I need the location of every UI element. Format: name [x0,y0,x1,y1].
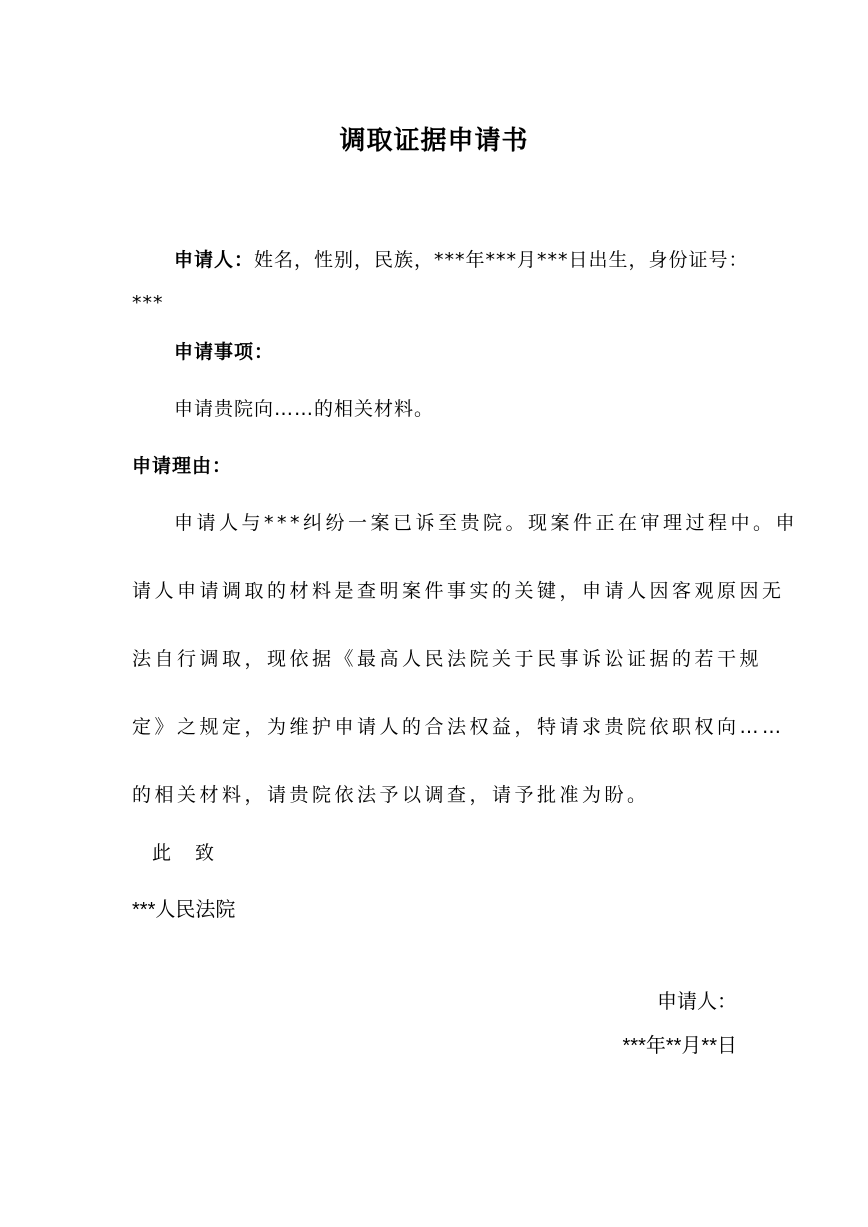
signature-label: 申请人： [657,991,737,1013]
applicant-id-number: *** [132,292,164,314]
closing-salutation [152,838,214,865]
signature-date: ***年**月**日 [622,1035,737,1057]
reason-line: 请人申请调取的材料是查明案件事实的关键，申请人因客观原因无 [132,580,785,602]
reason-line: 法自行调取，现依据《最高人民法院关于民事诉讼证据的若干规 [132,648,763,670]
applicant-line [174,245,749,272]
request-label: 申请事项： [174,341,275,363]
reason-line: 申请人与***纠纷一案已诉至贵院。现案件正在审理过程中。申 [174,512,799,534]
document-title: 调取证据申请书 [339,126,529,156]
applicant-label: 申请人： [174,249,255,271]
reason-line: 的相关材料，请贵院依法予以调查，请予批准为盼。 [132,784,650,806]
reason-line: 定》之规定，为维护申请人的合法权益，特请求贵院依职权向…… [132,716,785,738]
reason-label: 申请理由： [132,455,233,477]
court-name: ***人民法院 [132,899,236,921]
closing-word: 致 [195,842,215,864]
request-content: 申请贵院向……的相关材料。 [174,398,435,420]
closing-word: 此 [152,842,172,864]
applicant-info: 姓名，性别，民族，***年***月***日出生，身份证号： [254,249,749,271]
